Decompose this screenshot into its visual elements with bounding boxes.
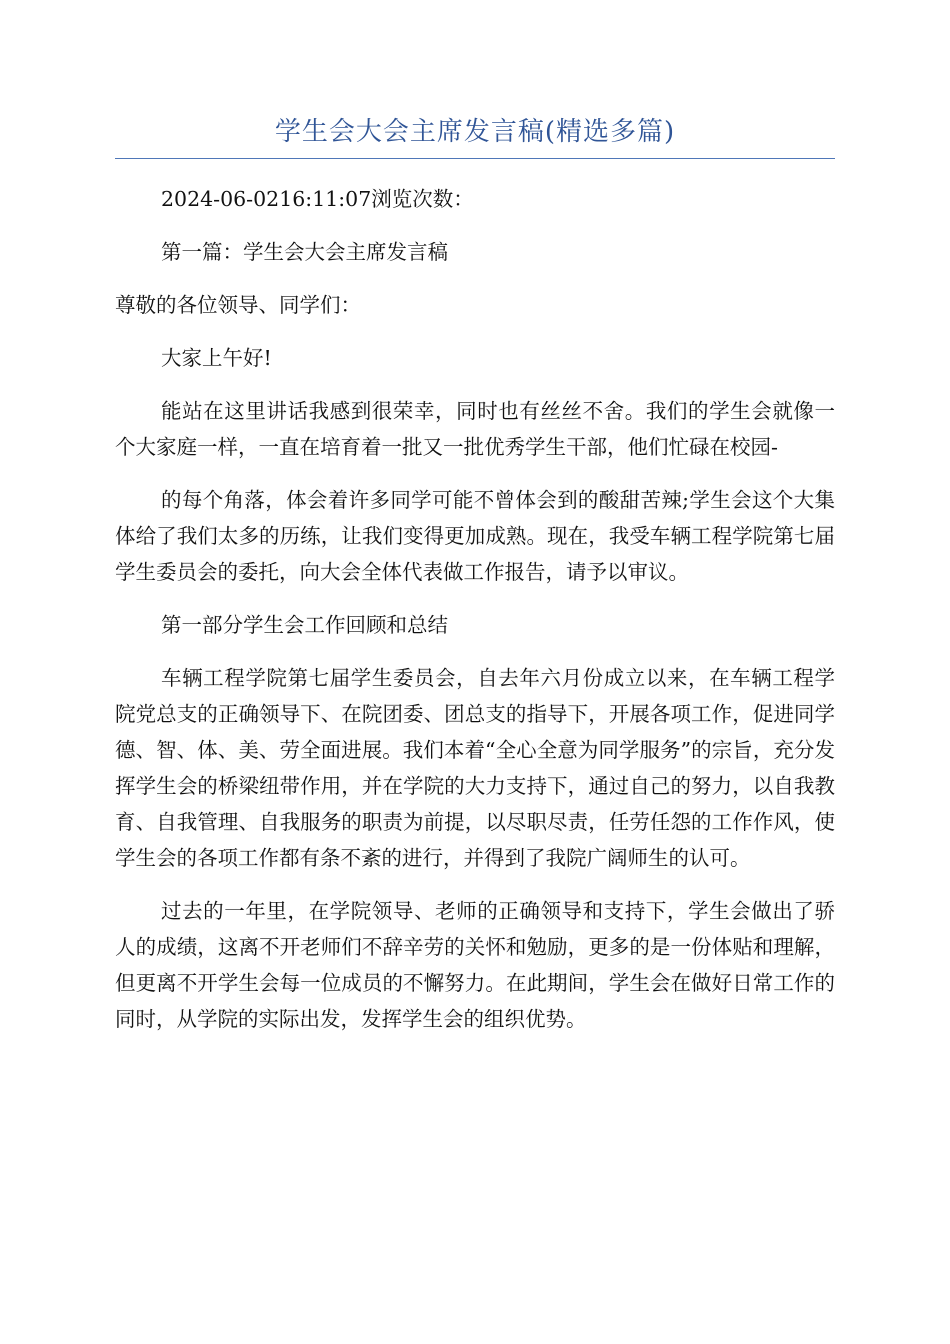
paragraph: 过去的一年里，在学院领导、老师的正确领导和支持下，学生会做出了骄人的成绩，这离不开老师们不辞辛劳的关怀和勉励，更多的是一份体贴和理解，但更离不开学生会每一位成员的不懈努力。在此期间，学生会在做好日常工作的同时，从学院的实际出发，发挥学生会的组织优势。 xyxy=(115,899,835,1031)
greeting: 大家上午好! xyxy=(161,346,272,370)
paragraph: 能站在这里讲话我感到很荣幸，同时也有丝丝不舍。我们的学生会就像一个大家庭一样，一直在培育着一批又一批优秀学生干部，他们忙碌在校园- xyxy=(115,399,835,459)
document-meta: 2024-06-0216:11:07浏览次数： xyxy=(161,187,474,211)
salutation: 尊敬的各位领导、同学们： xyxy=(115,293,361,317)
section-heading: 第一篇：学生会大会主席发言稿 xyxy=(161,240,448,264)
part-heading: 第一部分学生会工作回顾和总结 xyxy=(161,613,448,637)
document-body xyxy=(115,181,835,1037)
paragraph: 车辆工程学院第七届学生委员会，自去年六月份成立以来，在车辆工程学院党总支的正确领导下、在院团委、团总支的指导下，开展各项工作，促进同学德、智、体、美、劳全面进展。我们本着“全心全意为同学服务”的宗旨，充分发挥学生会的桥梁纽带作用，并在学院的大力支持下，通过自己的努力，以自我教育、自我管理、自我服务的职责为前提，以尽职尽责，任劳任怨的工作作风，使学生会的各项工作都有条不紊的进行，并得到了我院广阔师生的认可。 xyxy=(115,666,835,870)
document-title: 学生会大会主席发言稿(精选多篇) xyxy=(115,108,835,159)
paragraph: 的每个角落，体会着许多同学可能不曾体会到的酸甜苦辣;学生会这个大集体给了我们太多的历练，让我们变得更加成熟。现在，我受车辆工程学院第七届学生委员会的委托，向大会全体代表做工作报告，请予以审议。 xyxy=(115,488,835,584)
document-page xyxy=(115,108,835,1054)
